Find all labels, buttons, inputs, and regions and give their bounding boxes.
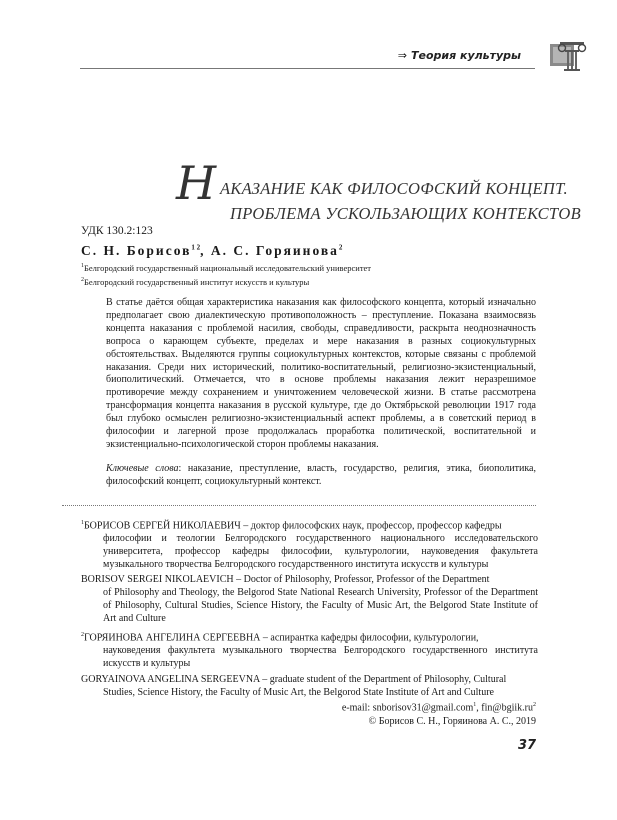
title-initial: Н (176, 156, 217, 210)
copyright: © Борисов С. Н., Горяинова А. С., 2019 (368, 716, 536, 727)
abstract: В статье даётся общая характеристика наказания как философского концепта, который изначально предполагает свою диалектическую противоположность – преступление. Показана взаимосвязь концепта наказания с проблемой насилия, свободы, справедливости, раскрыта неоднозначность вопроса о карающем субъекте, пределах и мере наказания в разных социокультурных обстоятельствах. Выделяются группы социокультурных контекстов, которые связаны с проблемой наказания. Среди них исторический, политико-воспитательный, религиозно-экзистенциальный, биополитический. Отмечается, что в основе проблемы наказания лежит неразрешимое противоречие между сохранением и уничтожением человеческой жизни. В статье рассмотрена трансформация концепта наказания в русской культуре, где до Октябрьской революции 1917 года был глубоко осмыслен религиозно-экзистенциальный аспект проблемы, а в советский период в философии и лагерной прозе продолжалась проработка политической, воспитательной и экзистенциально-психологической сторон проблемы наказания. (106, 297, 536, 450)
email-link-2[interactable]: fin@bgiik.ru (481, 702, 533, 714)
arrow-icon: ⇒ (397, 49, 407, 62)
title-line-1: АКАЗАНИЕ КАК ФИЛОСОФСКИЙ КОНЦЕПТ. (220, 179, 568, 198)
keywords: Ключевые слова: наказание, преступление, власть, государство, религия, этика, биополитика, философский концепт, социокультурный контекст. (106, 463, 536, 487)
title-line-2: ПРОБЛЕМА УСКОЛЬЗАЮЩИХ КОНТЕКСТОВ (230, 204, 581, 223)
contact-emails: e-mail: snborisov31@gmail.com$^1$, $fin@bgiik.ru^2$ (341, 702, 536, 714)
author-1: С. Н. Борисов (81, 243, 192, 258)
udk-code: УДК 130.2:123 (81, 225, 153, 237)
header-rule (80, 68, 535, 69)
column-capital-icon (550, 38, 588, 72)
running-header (80, 45, 535, 67)
section-title: ⇒ Теория культуры (397, 49, 521, 62)
authors-line: С. Н. Борисов$^{1 2}$, А. С. Горяинова$^2$ (81, 243, 343, 258)
author-2: А. С. Горяинова (210, 243, 339, 258)
affiliation-1: $^1$Белгородский государственный национальный исследовательский университет (81, 263, 372, 273)
page-number: 37 (518, 738, 537, 753)
footnote-author-1-ru: $^1$БОРИСОВ СЕРГЕЙ НИКОЛАЕВИЧ – доктор философских наук, профессор, профессор кафедры философии и теологии Белгородского государственного национального исследовательского университета, профессор кафедры философии, культурологии, науковедения факультета музыкального творчества Белгородского государственного института искусств и культуры (81, 520, 538, 571)
footnote-author-1-en: BORISOV SERGEI NIKOLAEVICH – Doctor of Philosophy, Professor, Professor of the Department of Philosophy and Theology, the Belgorod State National Research University, Professor of the Department of Philosophy, Cultural Studies, Science History, the Faculty of Music Art, the Belgorod State Institute of Art and Culture (81, 574, 538, 624)
footnote-separator (62, 505, 536, 506)
footnote-author-2-ru: $^2$ГОРЯИНОВА АНГЕЛИНА СЕРГЕЕВНА – аспирантка кафедры философии, культурологии, науковедения факультета музыкального творчества Белгородского государственного института искусств и культуры (81, 632, 538, 670)
keywords-label: Ключевые слова (106, 463, 179, 474)
email-link-1[interactable]: snborisov31@gmail.com (372, 702, 474, 714)
affiliation-2: $^2$Белгородский государственный институт искусств и культуры (81, 277, 310, 287)
footnote-author-2-en: GORYAINOVA ANGELINA SERGEEVNA – graduate student of the Department of Philosophy, Cultural Studies, Science History, the Faculty of Music Art, the Belgorod State Institute of Art and Culture (81, 674, 507, 698)
